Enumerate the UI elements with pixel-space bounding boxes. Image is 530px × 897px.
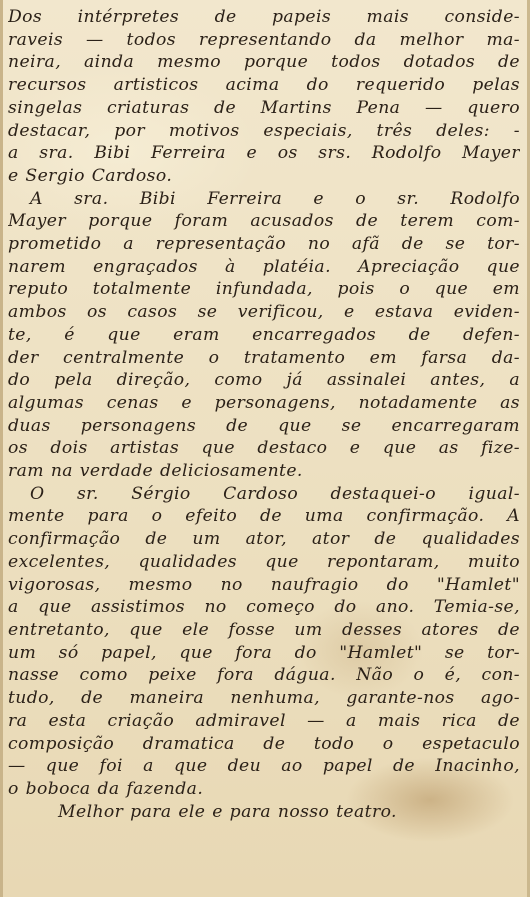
- text-line: O sr. Sérgio Cardoso destaquei-o igual-: [30, 483, 520, 504]
- text-line: reputo totalmente infundada, pois o que em: [8, 279, 520, 300]
- text-line: mente para o efeito de uma confirmação. A: [8, 506, 520, 527]
- text-line: — que foi a que deu ao papel de Inacinho,: [8, 756, 520, 777]
- text-line: ram na verdade deliciosamente.: [8, 461, 303, 482]
- paragraph-3: [8, 483, 520, 801]
- closing-line: [8, 801, 520, 824]
- text-line: ra esta criação admiravel — a mais rica de: [8, 710, 520, 731]
- text-line: e Sergio Cardoso.: [8, 165, 173, 186]
- paragraph-1: [8, 6, 520, 188]
- text-line: os dois artistas que destaco e que as fize-: [8, 438, 520, 459]
- text-line: narem engraçados à platéia. Apreciação que: [8, 256, 520, 277]
- text-line: composição dramatica de todo o espetaculo: [8, 733, 520, 754]
- text-line: a que assistimos no começo do ano. Temia-se,: [8, 597, 520, 618]
- text-line: nasse como peixe fora dágua. Não o é, con-: [8, 665, 520, 686]
- text-line: neira, ainda mesmo porque todos dotados de: [8, 52, 520, 73]
- text-line: te, é que eram encarregados de defen-: [8, 324, 520, 345]
- text-line: singelas criaturas de Martins Pena — quero: [8, 97, 520, 118]
- text-line: recursos artisticos acima do requerido pelas: [8, 75, 520, 96]
- paragraph-2: [8, 188, 520, 483]
- text-line: algumas cenas e personagens, notadamente as: [8, 392, 520, 413]
- text-line: Dos intérpretes de papeis mais conside-: [8, 7, 520, 27]
- text-line: ambos os casos se verificou, e estava eviden-: [8, 302, 520, 323]
- text-line: a sra. Bibi Ferreira e os srs. Rodolfo Mayer: [8, 143, 520, 164]
- text-line: duas personagens de que se encarregaram: [8, 415, 520, 436]
- text-line: entretanto, que ele fosse um desses atores de: [8, 619, 520, 640]
- text-line: vigorosas, mesmo no naufragio do "Hamlet": [8, 574, 520, 595]
- text-line: excelentes, qualidades que repontaram, muito: [8, 551, 520, 572]
- text-line: tudo, de maneira nenhuma, garante-nos ago-: [8, 688, 520, 709]
- text-line: destacar, por motivos especiais, três deles: -: [8, 120, 520, 141]
- text-line: o boboca da fazenda.: [8, 778, 204, 799]
- text-line: Mayer porque foram acusados de terem com-: [8, 211, 520, 232]
- text-line: A sra. Bibi Ferreira e o sr. Rodolfo: [30, 188, 520, 209]
- text-line: confirmação de um ator, ator de qualidades: [8, 529, 520, 550]
- text-line: der centralmente o tratamento em farsa da-: [8, 347, 520, 368]
- text-line: do pela direção, como já assinalei antes, a: [8, 370, 520, 391]
- text-line: um só papel, que fora do "Hamlet" se tor-: [8, 642, 520, 663]
- text-line: prometido a representação no afã de se tor-: [8, 234, 520, 255]
- text-line: Melhor para ele e para nosso teatro.: [58, 801, 397, 822]
- text-line: raveis — todos representando da melhor ma-: [8, 29, 520, 50]
